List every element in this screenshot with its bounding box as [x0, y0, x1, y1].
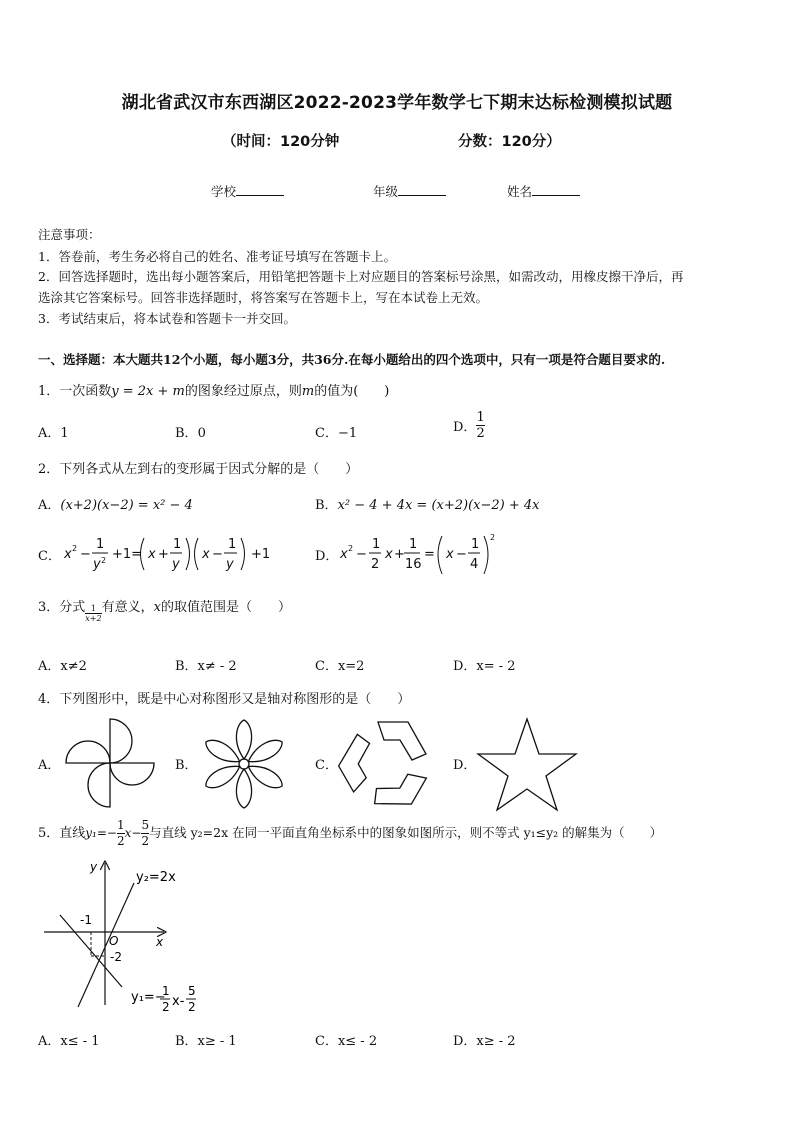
q2-option-c-label: C． — [38, 549, 61, 564]
q1-option-b — [175, 422, 206, 441]
tick-label-minus1: -1 — [80, 913, 92, 927]
fraction — [117, 818, 125, 849]
svg-text:1: 1 — [228, 537, 237, 552]
svg-text:y: y — [93, 557, 101, 572]
q5-graph — [38, 855, 208, 1027]
svg-text:x: x — [202, 547, 210, 562]
notice-item: 1．答卷前，考生务必将自己的姓名、准考证号填写在答题卡上。 — [38, 249, 396, 264]
svg-text:y: y — [226, 557, 234, 572]
y1-label: y₁=− — [131, 990, 166, 1005]
name-label: 姓名 — [507, 184, 533, 199]
fraction — [476, 410, 484, 441]
q4-label-b: B． — [175, 758, 198, 773]
numerator: 5 — [141, 818, 150, 832]
notice-item: 2．回答选择题时，选出每小题答案后，用铅笔把答题卡上对应题目的答案标号涂黑，如需改动，用橡皮擦干净后，再 — [38, 269, 684, 284]
svg-text:−: − — [456, 547, 467, 562]
q3-option-b: B．x≠ - 2 — [175, 659, 237, 674]
denominator: 2 — [141, 834, 150, 848]
q2-option-b — [315, 494, 540, 513]
page-title: 湖北省武汉市东西湖区2022-2023学年数学七下期末达标检测模拟试题 — [121, 93, 673, 113]
numerator: 1 — [90, 604, 96, 613]
y1-x-minus: x- — [172, 994, 185, 1009]
svg-text:1: 1 — [173, 537, 182, 552]
svg-text:y: y — [172, 557, 180, 572]
option-label: B． — [315, 498, 338, 513]
option-label: A． — [38, 426, 61, 441]
svg-text:+: + — [158, 547, 169, 562]
q2-option-c-expr — [62, 530, 282, 578]
q2-option-d-label: D． — [315, 549, 339, 564]
grade-blank — [398, 184, 446, 196]
q5-option-d: D．x≥ - 2 — [453, 1034, 516, 1049]
svg-text:−: − — [356, 547, 367, 562]
denominator: 2 — [116, 834, 125, 848]
q2-option-d-expr — [338, 528, 508, 580]
grade-field — [373, 182, 446, 200]
svg-text:2: 2 — [371, 557, 380, 572]
option-label: B． — [175, 426, 198, 441]
notice-item: 3．考试结束后，将本试卷和答题卡一并交回。 — [38, 311, 296, 326]
svg-text:4: 4 — [470, 557, 479, 572]
option-expr: (x+2)(x−2) = x² − 4 — [60, 498, 193, 513]
q1-expr: y = 2x + m — [111, 384, 185, 399]
q3-stem-post: 的取值范围是（ ） — [160, 600, 291, 615]
q5-x-minus: x− — [124, 826, 142, 840]
fraction — [85, 604, 101, 623]
numerator: 1 — [476, 410, 485, 425]
origin-label: O — [109, 934, 119, 948]
q5-stem-pre: 5．直线 — [38, 826, 86, 841]
option-value: −1 — [337, 426, 358, 441]
school-label: 学校 — [211, 184, 237, 199]
q4-figure-d-star — [475, 716, 579, 812]
tick-label-minus2: -2 — [110, 950, 122, 964]
svg-text:2: 2 — [101, 556, 107, 565]
y-axis-label: y — [90, 860, 98, 874]
notice-item: 选涂其它答案标号。回答非选择题时，将答案写在答题卡上，写在本试卷上无效。 — [38, 290, 489, 305]
svg-text:−: − — [80, 547, 91, 562]
q2-option-a — [38, 494, 193, 513]
q1-option-d — [453, 410, 485, 441]
denominator: x+2 — [85, 614, 102, 623]
y1-five-den: 2 — [188, 1000, 196, 1014]
y1-half-num: 1 — [162, 984, 170, 998]
svg-text:x: x — [64, 547, 72, 562]
svg-text:2: 2 — [490, 533, 496, 542]
x-axis-label: x — [156, 935, 164, 949]
q5-option-c: C．x≤ - 2 — [315, 1034, 378, 1049]
question-3-stem — [38, 596, 291, 623]
svg-text:1: 1 — [471, 537, 480, 552]
svg-text:+1: +1 — [251, 547, 271, 562]
q5-line1: y₁=− — [85, 826, 117, 840]
option-label: C． — [315, 426, 338, 441]
option-value: 1 — [60, 426, 69, 441]
option-expr: x² − 4 + 4x = (x+2)(x−2) + 4x — [337, 498, 540, 513]
q3-var: x — [153, 600, 161, 615]
question-1-stem — [38, 380, 389, 399]
y2-label: y₂=2x — [136, 870, 176, 885]
q5-option-b: B．x≥ - 1 — [175, 1034, 237, 1049]
svg-text:1: 1 — [96, 537, 105, 552]
svg-text:1: 1 — [409, 537, 418, 552]
q5-stem-mid: 与直线 y₂=2x 在同一平面直角坐标系中的图象如图所示，则不等式 y₁≤y₂ 的解集为（ ） — [149, 825, 663, 840]
q4-label-a: A． — [38, 758, 61, 773]
grade-label: 年级 — [373, 184, 399, 199]
q4-figure-a-pinwheel — [62, 715, 158, 811]
q5-option-a: A．x≤ - 1 — [38, 1034, 100, 1049]
denominator: 2 — [476, 426, 485, 441]
svg-text:+: + — [394, 547, 405, 562]
q3-option-a: A．x≠2 — [38, 659, 87, 674]
svg-text:x: x — [148, 547, 156, 562]
q1-option-a — [38, 422, 69, 441]
q4-figure-c-triple-arrow — [338, 718, 434, 810]
notice-title: 注意事项： — [38, 227, 101, 242]
q4-figure-b-flower — [200, 718, 288, 810]
option-label: A． — [38, 498, 61, 513]
q1-var: m — [301, 384, 315, 399]
y1-five-num: 5 — [188, 984, 196, 998]
q1-option-c — [315, 422, 357, 441]
numerator: 1 — [116, 818, 125, 832]
svg-text:2: 2 — [72, 544, 78, 553]
q3-fraction — [85, 604, 101, 623]
svg-text:x: x — [385, 547, 393, 562]
q1-stem-pre: 1．一次函数 — [38, 384, 112, 399]
svg-text:1: 1 — [372, 537, 381, 552]
q1-stem-mid: 的图象经过原点，则 — [184, 384, 302, 399]
q3-stem-mid: 有意义， — [101, 600, 154, 615]
question-4-stem: 4．下列图形中，既是中心对称图形又是轴对称图形的是（ ） — [38, 692, 411, 707]
q4-label-d: D． — [453, 758, 477, 773]
svg-text:−: − — [212, 547, 223, 562]
exam-time: （时间：120分钟 — [222, 134, 340, 150]
section-title: 一、选择题：本大题共12个小题，每小题3分，共36分.在每小题给出的四个选项中，只有一项是符合题目要求的. — [38, 352, 666, 367]
question-2-stem: 2．下列各式从左到右的变形属于因式分解的是（ ） — [38, 462, 359, 477]
fraction — [141, 818, 149, 849]
question-5-stem — [38, 818, 662, 849]
svg-text:16: 16 — [405, 557, 422, 572]
exam-score: 分数：120分） — [458, 134, 561, 150]
name-blank — [532, 184, 580, 196]
svg-text:+1=: +1= — [112, 547, 143, 562]
q3-stem-pre: 3．分式 — [38, 600, 86, 615]
q3-option-c: C．x=2 — [315, 659, 365, 674]
q1-stem-post: 的值为( ) — [314, 384, 390, 399]
school-blank — [236, 184, 284, 196]
option-value: 0 — [197, 426, 206, 441]
q4-label-c: C． — [315, 758, 338, 773]
q3-option-d: D．x= - 2 — [453, 659, 516, 674]
option-label: D． — [453, 420, 477, 435]
svg-text:x: x — [340, 547, 348, 562]
y1-half-den: 2 — [162, 1000, 170, 1014]
svg-text:=: = — [424, 547, 435, 562]
svg-text:2: 2 — [348, 544, 354, 553]
name-field — [507, 182, 580, 200]
school-field — [211, 182, 284, 200]
svg-text:x: x — [446, 547, 454, 562]
